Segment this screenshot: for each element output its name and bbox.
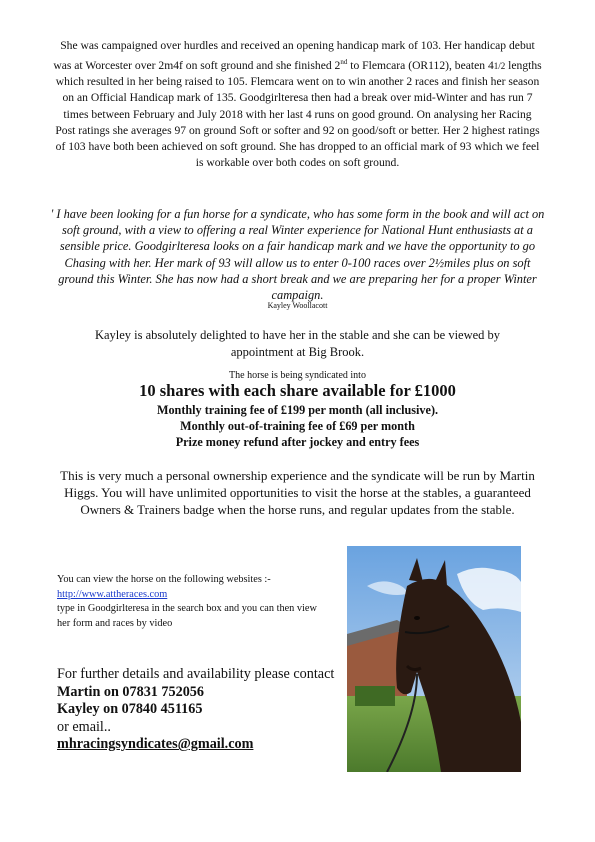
horse-photo <box>347 546 521 772</box>
website-info <box>57 573 327 631</box>
contact-or-email: or email.. <box>57 718 111 735</box>
attheraces-link[interactable]: http://www.attheraces.com <box>57 588 168 600</box>
intro-text-1: She was campaigned over hurdles and received an opening handicap mark of 103. Her handicap debut was at Worcester over 2m4f on soft ground and she finished 2 <box>53 39 535 73</box>
horse-eye <box>414 616 420 620</box>
intro-paragraph <box>52 38 543 171</box>
contact-block <box>57 666 337 754</box>
quote-author: Kayley Woollacott <box>267 301 328 310</box>
intro-fraction: 1/2 <box>493 61 506 72</box>
intro-text-2: to Flemcara (OR112), beaten 4 <box>347 59 494 73</box>
contact-intro: For further details and availability please contact <box>57 666 335 682</box>
out-of-training-fee: Monthly out-of-training fee of £69 per month <box>180 419 415 433</box>
monthly-training-fee: Monthly training fee of £199 per month (all inclusive). <box>156 403 439 417</box>
intro-text-3: lengths which resulted in her being raised to 105. Flemcara went on to win another 2 races and finish her season on an Official Handicap mark of 135. Goodgirlteresa then had a break over mid-Winter and has run 7 times between February and July 2018 with her last 4 runs on good ground. On analysing her Racing Post ratings she averages 97 on ground Soft or softer and 92 on good/soft or better. Her 2 highest ratings of 103 have both been achieved on soft ground. She has dropped to an official mark of 93 which we feel is workable over both codes on soft ground. <box>55 59 542 170</box>
website-instructions: type in Goodgirlteresa in the search box and you can then view her form and races by video <box>57 603 317 629</box>
website-intro: You can view the horse on the following websites :- <box>57 574 271 585</box>
intro-superscript: nd <box>340 58 348 67</box>
prize-money-note: Prize money refund after jockey and entry fees <box>175 435 420 449</box>
contact-kayley: Kayley on 07840 451165 <box>57 701 203 718</box>
trainer-quote: ' I have been looking for a fun horse for a syndicate, who has some form in the book and will act on soft ground, with a view to offering a real Winter experience for National Hunt enthusiasts at a sensible price. Goodgirlteresa looks on a fair handicap mark and we have the opportunity to go Chasing with her. Her mark of 93 will allow us to enter 0-100 races over 2½miles plus on soft ground this Winter. She has now had a short break and we are preparing her for a proper Winter campaign. <box>50 207 545 303</box>
contact-email-link[interactable]: mhracingsyndicates@gmail.com <box>57 736 254 753</box>
contact-martin: Martin on 07831 752056 <box>57 683 204 700</box>
syndication-intro: The horse is being syndicated into <box>229 370 366 381</box>
stable-note: Kayley is absolutely delighted to have her in the stable and she can be viewed by appointment at Big Brook. <box>94 328 501 359</box>
ownership-paragraph: This is very much a personal ownership experience and the syndicate will be run by Martin Higgs. You will have unlimited opportunities to visit the horse at the stables, a guaranteed Owners & Trainers badge when the horse runs, and regular updates from the stable. <box>60 468 535 517</box>
shares-headline: 10 shares with each share available for £1000 <box>139 381 456 400</box>
horse-photo-illustration <box>347 546 521 772</box>
hedge <box>355 686 395 706</box>
